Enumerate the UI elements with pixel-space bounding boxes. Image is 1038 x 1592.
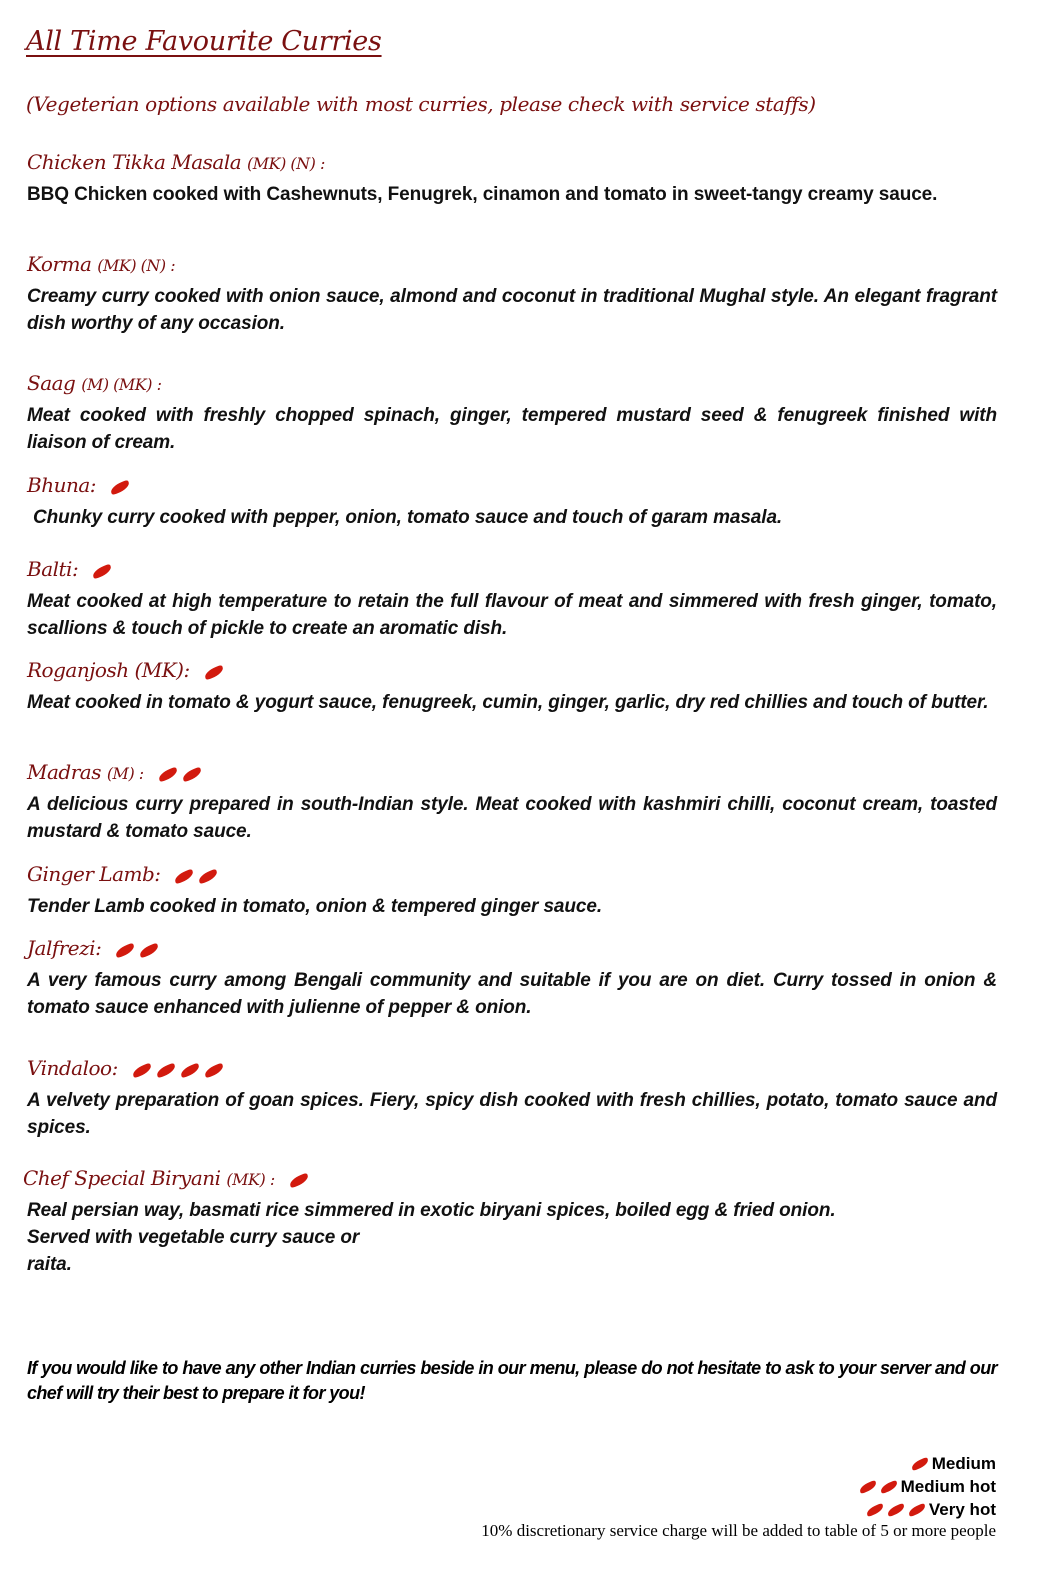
chili-icon [114, 942, 136, 958]
item-name-balti [27, 557, 116, 583]
item-tags: (MK) (N) : [97, 256, 176, 275]
chili-icon [109, 479, 131, 495]
chili-icon [157, 766, 179, 782]
item-description-vindaloo: A velvety preparation of goan spices. Fiery, spicy dish cooked with fresh chillies, potato, tomato sauce and spices. [27, 1090, 997, 1138]
chili-icon [179, 1062, 201, 1078]
chili-rating [92, 559, 116, 583]
item-description-roganjosh: Meat cooked in tomato & yogurt sauce, fenugreek, cumin, ginger, garlic, dry red chillies and touch of butter. [27, 692, 989, 713]
item-title: Balti: [27, 557, 79, 581]
chili-icon [858, 1479, 878, 1493]
chili-rating [859, 1478, 901, 1498]
item-title: Bhuna: [27, 473, 97, 497]
item-name-chef-special-biryani [23, 1166, 313, 1192]
item-description-jalfrezi: A very famous curry among Bengali community and suitable if you are on diet. Curry tossed in onion & tomato sauce enhanced with julienne of pepper & onion. [27, 970, 997, 1018]
chili-rating [110, 475, 134, 499]
description-line: raita. [27, 1254, 72, 1275]
service-charge-note: 10% discretionary service charge will be added to table of 5 or more people [481, 1521, 996, 1540]
item-description-chicken-tikka-masala: BBQ Chicken cooked with Cashewnuts, Fenugrek, cinamon and tomato in sweet-tangy creamy sauce. [27, 184, 938, 205]
item-name-bhuna [27, 473, 134, 499]
chili-rating [174, 864, 222, 888]
item-title: Jalfrezi: [27, 936, 102, 960]
vegetarian-note: (Vegeterian options available with most curries, please check with service staffs) [26, 92, 816, 116]
legend-medium [903, 1454, 996, 1475]
description-line: Real persian way, basmati rice simmered in exotic biryani spices, boiled egg & fried onion. [27, 1200, 836, 1221]
item-title: Madras [27, 760, 101, 784]
item-title: Korma [27, 252, 92, 276]
chili-rating [204, 660, 228, 684]
chili-icon [907, 1502, 927, 1516]
legend-label: Very hot [928, 1500, 996, 1519]
item-description-bhuna: Chunky curry cooked with pepper, onion, tomato sauce and touch of garam masala. [33, 507, 783, 528]
item-name-roganjosh [27, 658, 228, 684]
item-name-saag [27, 371, 161, 395]
chili-rating [115, 938, 163, 962]
item-name-vindaloo [27, 1056, 228, 1082]
chili-icon [288, 1172, 310, 1188]
chili-rating [132, 1058, 228, 1082]
item-tags: (M) (MK) : [81, 375, 162, 394]
item-tags: (MK) : [226, 1170, 275, 1189]
item-title: Ginger Lamb: [27, 862, 161, 886]
chili-rating [158, 762, 206, 786]
item-name-ginger-lamb [27, 862, 222, 888]
item-description-madras: A delicious curry prepared in south-Indian style. Meat cooked with kashmiri chilli, coconut cream, toasted mustard & tomato sauce. [27, 794, 997, 842]
item-title: Roganjosh (MK): [27, 658, 190, 682]
item-title: Saag [27, 371, 76, 395]
item-name-madras [27, 760, 206, 786]
chili-icon [91, 563, 113, 579]
item-name-korma [27, 252, 175, 276]
item-description-balti: Meat cooked at high temperature to retain the full flavour of meat and simmered with fresh ginger, tomato, scallions & touch of pickle to create an aromatic dish. [27, 591, 997, 639]
item-title: Vindaloo: [27, 1056, 118, 1080]
item-title: Chef Special Biryani [23, 1166, 221, 1190]
chili-rating [289, 1168, 313, 1192]
chili-icon [203, 664, 225, 680]
description-line: Served with vegetable curry sauce or [27, 1227, 360, 1248]
chili-icon [173, 868, 195, 884]
legend-label: Medium [931, 1454, 996, 1473]
item-tags: (MK) (N) : [247, 154, 325, 173]
item-name-chicken-tikka-masala [27, 150, 325, 174]
chili-rating [866, 1501, 929, 1521]
chili-icon [886, 1502, 906, 1516]
item-description-korma: Creamy curry cooked with onion sauce, almond and coconut in traditional Mughal style. An elegant fragrant dish worthy of any occasion. [27, 286, 997, 334]
custom-curry-note: If you would like to have any other Indian curries beside in our menu, please do not hesitate to ask to your server and our chef will try their best to prepare it for you! [27, 1358, 997, 1403]
chili-icon [910, 1456, 930, 1470]
page-title: All Time Favourite Curries [26, 26, 382, 57]
item-description-ginger-lamb: Tender Lamb cooked in tomato, onion & tempered ginger sauce. [27, 896, 602, 917]
chili-icon [865, 1502, 885, 1516]
item-name-jalfrezi [27, 936, 163, 962]
item-description-chef-special-biryani [27, 1197, 997, 1278]
legend-very-hot [858, 1500, 996, 1521]
chili-rating [911, 1455, 932, 1475]
chili-icon [138, 942, 160, 958]
chili-icon [155, 1062, 177, 1078]
item-description-saag: Meat cooked with freshly chopped spinach, ginger, tempered mustard seed & fenugreek finished with liaison of cream. [27, 405, 997, 453]
chili-icon [197, 868, 219, 884]
chili-icon [203, 1062, 225, 1078]
chili-icon [181, 766, 203, 782]
legend-label: Medium hot [900, 1477, 996, 1496]
item-title: Chicken Tikka Masala [27, 150, 242, 174]
chili-icon [131, 1062, 153, 1078]
legend-medium-hot [851, 1477, 996, 1498]
item-tags: (M) : [106, 764, 144, 783]
chili-icon [879, 1479, 899, 1493]
